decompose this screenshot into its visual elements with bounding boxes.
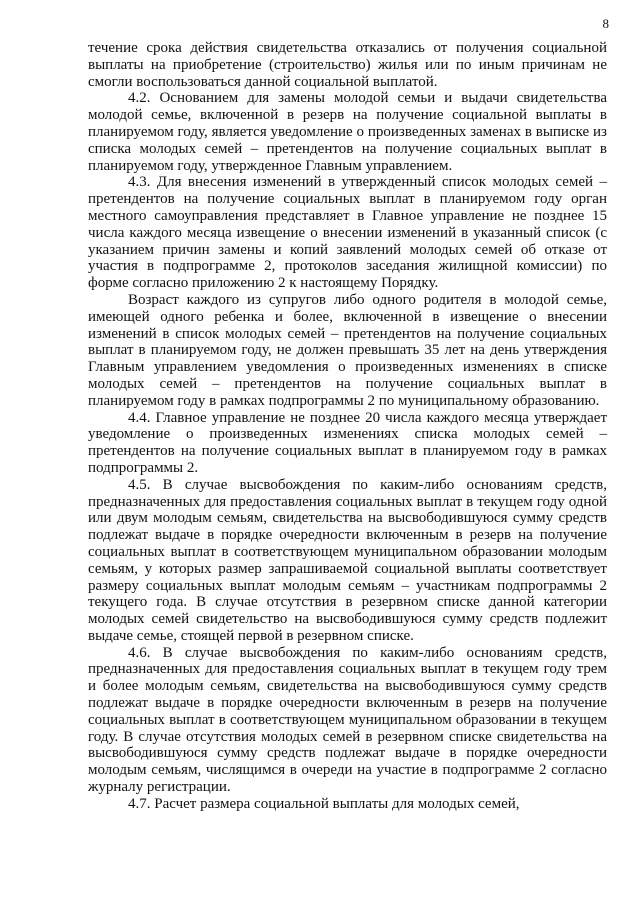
paragraph-4-5: 4.5. В случае высвобождения по каким-либо основаниям средств, предназначенных для предоставления социальных выплат в текущем году одной или двум молодым семьям, свидетельства на высвободившуюся сумму средств подлежат выдаче в порядке очередности включенным в резерв на получение социальных выплат в соответствующем муниципальном образовании молодым семьям, у которых размер запрашиваемой социальной выплаты соответствует размеру социальных выплат молодым семьям – участникам подпрограммы 2 текущего года. В случае отсутствия в резервном списке данной категории молодых семей свидетельство на высвободившуюся сумму средств подлежит выдаче семье, стоящей первой в резервном списке.: [88, 476, 607, 644]
paragraph-4-6: 4.6. В случае высвобождения по каким-либо основаниям средств, предназначенных для предоставления социальных выплат в текущем году трем и более молодым семьям, свидетельства на высвободившуюся сумму средств подлежат выдаче в порядке очередности включенным в резерв на получение социальных выплат в соответствующем муниципальном образовании в текущем году. В случае отсутствия молодых семей в резервном списке свидетельства на высвободившуюся сумму средств подлежат выдаче в порядке очередности молодым семьям, числящимся в очереди на участие в подпрограмме 2 согласно журналу регистрации.: [88, 644, 607, 796]
document-body: [88, 40, 607, 813]
paragraph-age-requirement: Возраст каждого из супругов либо одного родителя в молодой семье, имеющей одного ребенка и более, включенной в извещение о внесении изменений в список молодых семей – претендентов на получение социальных выплат в планируемом году, не должен превышать 35 лет на день утверждения Главным управлением уведомления о произведенных изменениях в списке молодых семей – претендентов на получение социальных выплат в планируемом году в рамках подпрограммы 2 по муниципальному образованию.: [88, 291, 607, 409]
paragraph-4-2: 4.2. Основанием для замены молодой семьи и выдачи свидетельства молодой семье, включенной в резерв на получение социальной выплаты в планируемом году, является уведомление о произведенных заменах в выписке из списка молодых семей – претендентов на получение социальных выплат в планируемом году, утвержденное Главным управлением.: [88, 90, 607, 174]
paragraph-4-4: 4.4. Главное управление не позднее 20 числа каждого месяца утверждает уведомление о произведенных изменениях списка молодых семей – претендентов на получение социальных выплат в планируемом году в рамках подпрограммы 2.: [88, 409, 607, 476]
page-number: 8: [602, 16, 609, 31]
paragraph-continuation: течение срока действия свидетельства отказались от получения социальной выплаты на приобретение (строительство) жилья или по иным причинам не смогли воспользоваться данной социальной выплатой.: [88, 40, 607, 90]
paragraph-4-7: 4.7. Расчет размера социальной выплаты для молодых семей,: [128, 795, 520, 812]
paragraph-4-3: 4.3. Для внесения изменений в утвержденный список молодых семей – претендентов на получение социальных выплат в планируемом году орган местного самоуправления представляет в Главное управление не позднее 15 числа каждого месяца извещение о внесении изменений в указанный список (с указанием причин замены и копий заявлений молодых семей об отказе от участия в подпрограмме 2, протоколов заседания жилищной комиссии) по форме согласно приложению 2 к настоящему Порядку.: [88, 174, 607, 292]
